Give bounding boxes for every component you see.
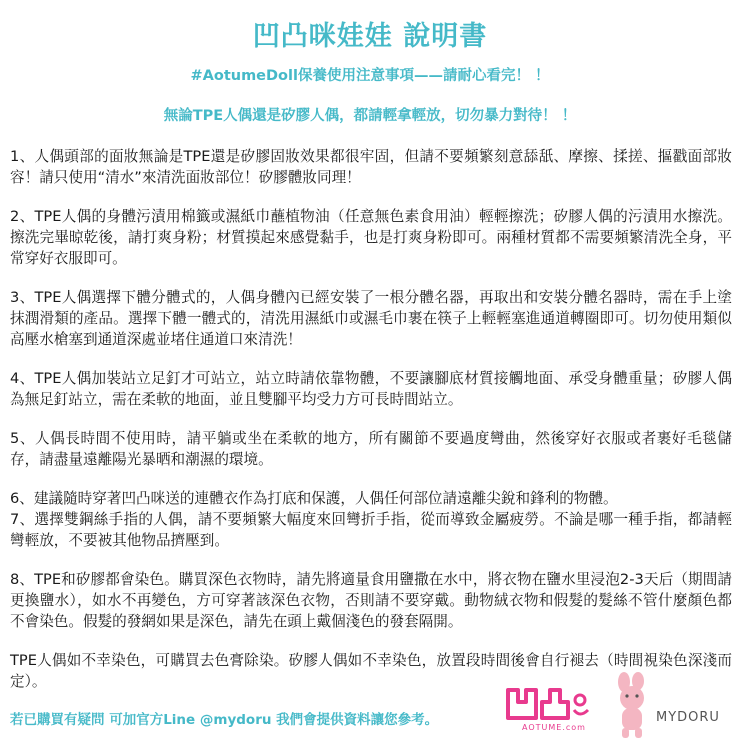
paragraph-1: 1、人偶頭部的面妝無論是TPE還是矽膠固妝效果都很牢固，但請不要頻繁刻意舔舐、摩擦、揉搓、摳戳面部妝容！請只使用“清水”來清洗面妝部位！矽膠體妝同理！ xyxy=(10,148,732,186)
page-subtitle: #AotumeDoll保養使用注意事項——請耐心看完！ ！ xyxy=(190,68,550,84)
paragraph-6: 6、建議隨時穿著凹凸咪送的連體衣作為打底和保護，人偶任何部位請遠離尖銳和鋒利的物體。 xyxy=(10,490,618,507)
mascot-bunny-icon xyxy=(610,672,654,738)
footer-contact: 若已購買有疑問 可加官方Line @mydoru 我們會提供資料讓您參考。 xyxy=(10,712,439,728)
brand-name: MYDORU xyxy=(656,710,720,725)
paragraph-stain-note: TPE人偶如不幸染色，可購買去色膏除染。矽膠人偶如不幸染色，放置段時間後會自行褪去（時間視染色深淺而定）。 xyxy=(10,652,732,690)
paragraph-5: 5、人偶長時間不使用時，請平躺或坐在柔軟的地方，所有關節不要過度彎曲，然後穿好衣服或者裹好毛毯儲存，請盡量遠離陽光暴晒和潮濕的環境。 xyxy=(10,430,732,468)
paragraph-4: 4、TPE人偶加裝站立足釘才可站立，站立時請依靠物體，不要讓腳底材質接觸地面、承受身體重量；矽膠人偶為無足釘站立，需在柔軟的地面，並且雙腳平均受力方可長時間站立。 xyxy=(10,370,732,408)
aotume-logo xyxy=(500,676,600,736)
svg-text:AOTUME.com: AOTUME.com xyxy=(522,723,586,732)
paragraph-8: 8、TPE和矽膠都會染色。購買深色衣物時，請先將適量食用鹽撒在水中，將衣物在鹽水里浸泡2-3天后（期間請更換鹽水），如水不再變色，方可穿著該深色衣物，否則請不要穿戴。動物絨衣物和假髮的髮絲不管什麼顏色都不會染色。假髮的發網如果是深色，請先在頭上戴個淺色的發套隔開。 xyxy=(10,571,732,630)
paragraph-2: 2、TPE人偶的身體污漬用棉籤或濕紙巾蘸植物油（任意無色素食用油）輕輕擦洗；矽膠人偶的污漬用水擦洗。擦洗完畢晾乾後，請打爽身粉；材質摸起來感覺黏手，也是打爽身粉即可。兩種材質都不需要頻繁清洗全身，平常穿好衣服即可。 xyxy=(10,208,732,267)
paragraph-3: 3、TPE人偶選擇下體分體式的，人偶身體內已經安裝了一根分體名器，再取出和安裝分體名器時，需在手上塗抹潤滑類的產品。選擇下體一體式的，清洗用濕紙巾或濕毛巾裹在筷子上輕輕塞進通道轉圈即可。切勿使用類似高壓水槍塞到通道深處並堵住通道口來清洗！ xyxy=(10,289,732,348)
warning-line: 無論TPE人偶還是矽膠人偶，都請輕拿輕放，切勿暴力對待！ ！ xyxy=(163,108,577,124)
aotume-logo-icon xyxy=(500,676,600,736)
paragraph-7: 7、選擇雙鋼絲手指的人偶，請不要頻繁大幅度來回彎折手指，從而導致金屬疲勞。不論是哪一種手指，都請輕彎輕放，不要被其他物品擠壓到。 xyxy=(10,511,732,549)
instructions-body xyxy=(10,146,732,710)
page-title: 凹凸咪娃娃 說明書 xyxy=(252,21,488,52)
